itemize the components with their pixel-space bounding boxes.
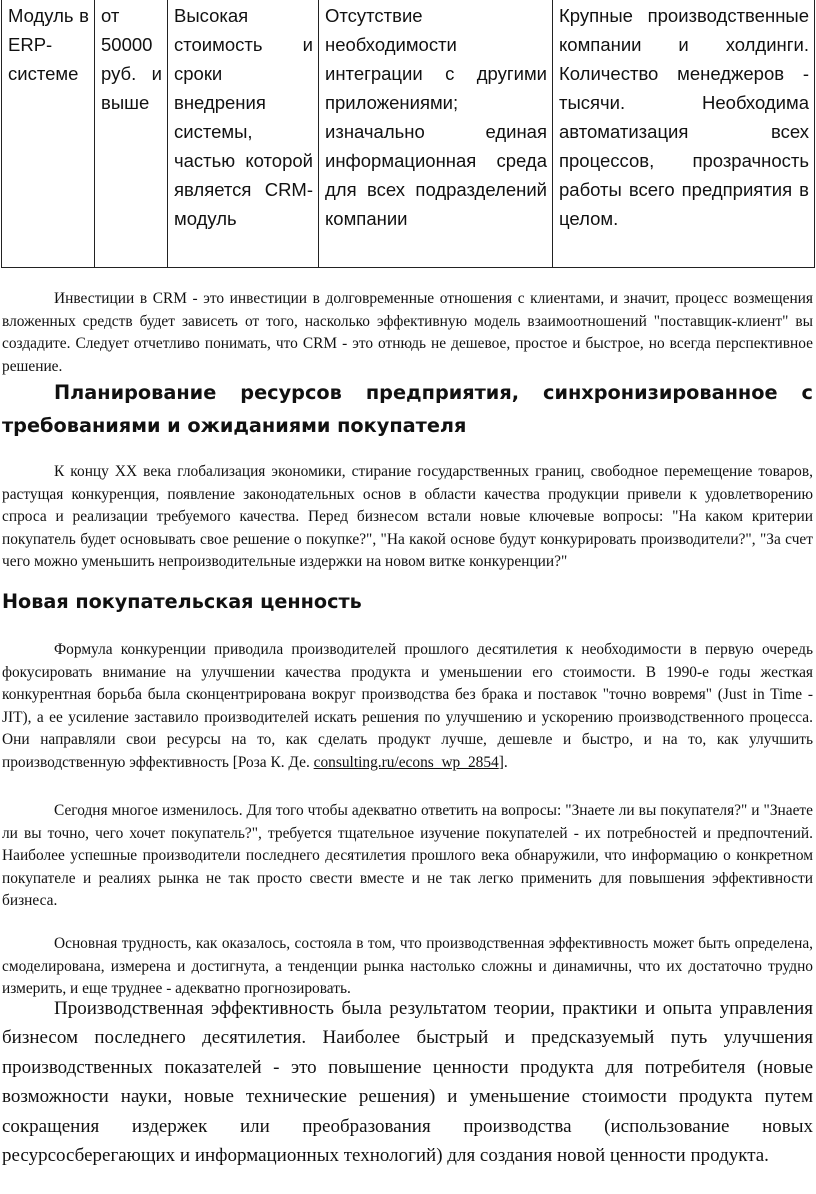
paragraph-formula-text: Формула конкуренции приводила производителей прошлого десятилетия к необходимости в первую очередь фокусировать внимание на улучшении качества продукта и уменьшении его стоимости. В 1990-е годы жесткая конкурентная борьба была сконцентрирована вокруг производства без брака и поставок "точно вовремя" (Just in Time - JIT), а ее усиление заставило производителей искать решения по улучшению и ускорению производственного процесса. Они направляли свои ресурсы на то, как сделать продукт лучше, дешевле и быстро, и на то, как улучшить производственную эффективность [Роза К. Де.	[2, 641, 813, 771]
heading-resource-planning: Планирование ресурсов предприятия, синхронизированное с требованиями и ожиданиями покупателя	[2, 381, 813, 437]
paragraph-main-difficulty: Основная трудность, как оказалось, состояла в том, что производственная эффективность может быть определена, смоделирована, измерена и достигнута, а тенденции рынка настолько сложны и динамичны, что их достаточно трудно измерить, и еще труднее - адекватно прогнозировать.	[2, 935, 813, 997]
table-row	[2, 0, 815, 268]
crm-comparison-table	[1, 0, 815, 268]
table-cell-advantages: Отсутствие необходимости интеграции с другими приложениями; изначально единая информационная среда для всех подразделений компании	[319, 0, 553, 268]
table-cell-price: от 50000 руб. и выше	[95, 0, 168, 268]
paragraph-formula-end: ].	[498, 753, 508, 771]
paragraph-production-efficiency: Производственная эффективность была результатом теории, практики и опыта управления бизнесом последнего десятилетия. Наиболее быстрый и предсказуемый путь улучшения производственных показателей - это повышение ценности продукта для потребителя (новые возможности науки, новые технические решения) и уменьшение стоимости продукта путем сокращения издержек или преобразования производства (использование новых ресурсосберегающих и информационных технологий) для создания новой ценности продукта.	[2, 998, 813, 1167]
paragraph-today: Сегодня многое изменилось. Для того чтобы адекватно ответить на вопросы: "Знаете ли вы покупателя?" и "Знаете ли вы точно, чего хочет покупатель?", требуется тщательное изучение покупателей - их потребностей и предпочтений. Наиболее успешные производители последнего десятилетия прошлого века обнаружили, что информацию о конкретном покупателе и реалиях рынка не так просто свести вместе и не так легко применить для повышения эффективности бизнеса.	[2, 802, 813, 909]
table-cell-type: Модуль в ERP-системе	[2, 0, 95, 268]
table-cell-target-companies: Крупные производственные компании и холдинги. Количество менеджеров - тысячи. Необходима автоматизация всех процессов, прозрачность работы всего предприятия в целом.	[553, 0, 815, 268]
heading-new-customer-value: Новая покупательская ценность	[2, 590, 362, 613]
paragraph-globalization: К концу XX века глобализация экономики, стирание государственных границ, свободное перемещение товаров, растущая конкуренция, появление законодательных основ в области качества продукции привели к удовлетворению спроса и реализации требуемого качества. Перед бизнесом встали новые ключевые вопросы: "На каком критерии покупатель будет основывать свое решение о покупке?", "На какой основе будут конкурировать производители?", "За счет чего можно уменьшить непроизводительные издержки на новом витке конкуренции?"	[2, 463, 813, 570]
paragraph-investments: Инвестиции в CRM - это инвестиции в долговременные отношения с клиентами, и значит, процесс возмещения вложенных средств будет зависеть от того, насколько эффективную модель взаимоотношений "поставщик-клиент" вы создадите. Следует отчетливо понимать, что CRM - это отнюдь не дешевое, простое и быстрое, но всегда перспективное решение.	[2, 290, 813, 375]
table-cell-drawbacks: Высокая стоимость и сроки внедрения системы, частью которой является CRM-модуль	[168, 0, 319, 268]
paragraph-competition-formula	[2, 639, 813, 774]
reference-link[interactable]: consulting.ru/econs_wp_2854	[313, 753, 499, 771]
